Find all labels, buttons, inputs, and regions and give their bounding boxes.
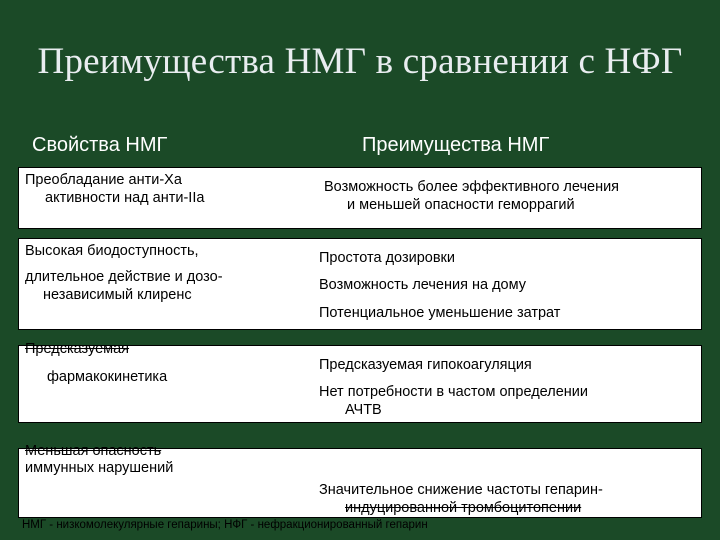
row2-property-line1: Высокая биодоступность, — [25, 243, 199, 259]
row1-property-line1: Преобладание анти-Ха — [25, 172, 182, 188]
row4-property-line1: Меньшая опасность — [25, 443, 162, 459]
row4-property-line2: иммунных нарушений — [25, 460, 174, 476]
row2-advantage-line3: Потенциальное уменьшение затрат — [319, 305, 561, 321]
slide-title: Преимущества НМГ в сравнении с НФГ — [37, 41, 683, 82]
row3-advantage-line1: Предсказуемая гипокоагуляция — [319, 357, 532, 373]
table-row-2 — [18, 238, 702, 330]
row1-advantage-line2: и меньшей опасности геморрагий — [347, 197, 575, 213]
row4-advantage-line1: Значительное снижение частоты гепарин- — [319, 482, 603, 498]
column-header-advantages: Преимущества НМГ — [362, 134, 550, 156]
row2-property-line2: длительное действие и дозо- — [25, 269, 223, 285]
row4-advantage-line2: индуцированной тромбоцитопении — [345, 500, 582, 516]
row2-advantage-line2: Возможность лечения на дому — [319, 277, 526, 293]
row3-property-line1: Предсказуемая — [25, 341, 130, 357]
table-row-4 — [18, 443, 702, 518]
column-header-properties: Свойства НМГ — [32, 134, 168, 156]
row2-advantage-line1: Простота дозировки — [319, 250, 455, 266]
table-row-1 — [18, 167, 702, 229]
row2-property-line3: независимый клиренс — [43, 287, 192, 303]
row3-advantage-line3: АЧТВ — [345, 402, 382, 418]
row1-property-line2: активности над анти-IIa — [45, 190, 205, 206]
row3-advantage-line2: Нет потребности в частом определении — [319, 384, 588, 400]
footnote: НМГ - низкомолекулярные гепарины; НФГ - нефракционированный гепарин — [22, 519, 428, 531]
row3-property-line2: фармакокинетика — [47, 369, 168, 385]
table-row-3 — [18, 341, 702, 423]
row1-advantage-line1: Возможность более эффективного лечения — [324, 179, 620, 195]
